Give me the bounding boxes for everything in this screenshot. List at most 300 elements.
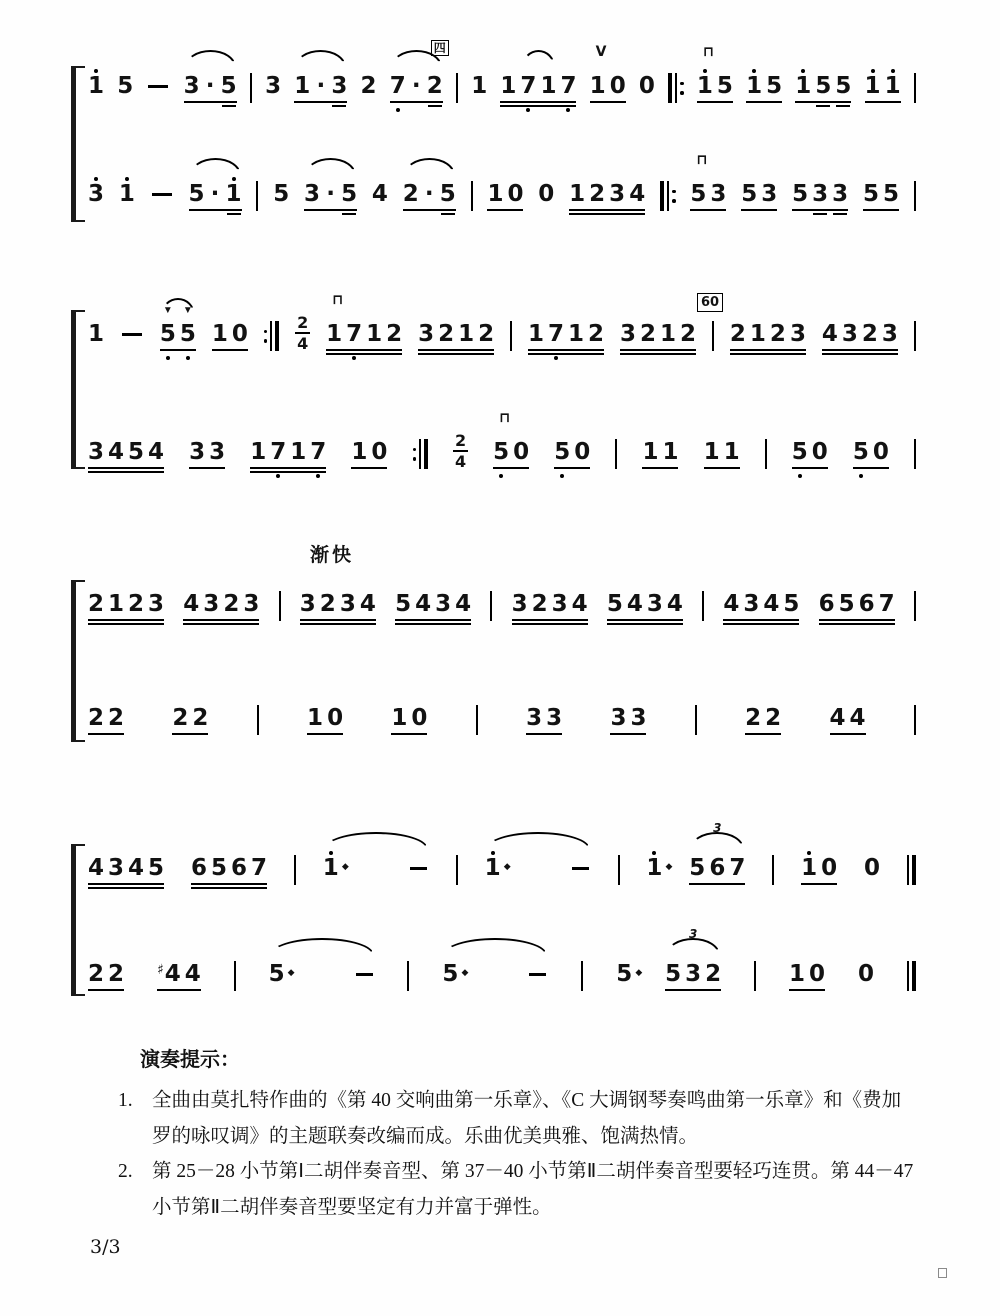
stave-erhu-2 [88,696,916,744]
note-digit: 5 [341,181,358,207]
stave-erhu-2 [88,152,916,220]
note [685,952,701,1000]
note-digit: 5 [792,181,809,207]
repeat-begin [668,73,684,103]
beam-line-inner [813,213,827,215]
note-digit: 3 [304,181,321,207]
note [646,846,673,894]
beam-line [512,619,588,621]
beam-line [88,471,164,473]
repeat-dots [680,73,684,103]
note-digit: 3 [183,73,200,99]
note [361,64,377,112]
note-digit: 1 [351,439,368,465]
beam-line [801,883,837,885]
beam-line [526,733,562,735]
note-group [487,172,523,220]
note-digit: 2 [386,321,403,347]
note-digit: 2 [765,705,782,731]
note [371,430,387,478]
beam-line [690,209,726,211]
note [172,696,188,744]
note-digit: 4 [829,705,846,731]
beam-line [300,619,376,621]
note-digit: 1 ◆ [484,855,511,881]
beam-line [191,883,267,885]
note [761,172,777,220]
note-digit: 3 [789,321,806,347]
note-digit: 4 [571,591,588,617]
note-group [191,846,267,894]
note-digit: 7 [878,591,895,617]
note [689,846,705,894]
note [574,430,590,478]
note-digit: 0 [872,439,889,465]
note-group [88,64,104,112]
note-group [853,430,889,478]
note [484,846,511,894]
note-group [172,696,208,744]
note [665,952,681,1000]
note-digit: 5 [439,181,456,207]
note [812,430,828,478]
note-digit: 1 [589,73,606,99]
note-digit: 4 [183,591,200,617]
position-mark: 四 [431,40,449,56]
note-digit: 3 [189,439,206,465]
note-digit: 1 [723,439,740,465]
barline [914,705,916,735]
note-digit: 5 [665,961,682,987]
note-digit [409,855,429,881]
note-digit: 5 [128,439,145,465]
note-group [184,64,237,112]
note [327,696,343,744]
note-digit: 7 [548,321,565,347]
note-digit: 5 [606,591,623,617]
note-digit: 7 [389,73,406,99]
note-digit: 3 [88,181,105,207]
note-digit: 1 [500,73,517,99]
beam-line-inner [428,105,442,107]
beam-line [590,101,626,103]
note-digit: 4 [148,439,165,465]
repeat-end [264,321,280,351]
note-group [822,312,898,360]
note-group [323,846,429,894]
barline [476,705,478,735]
repeat-dots [264,321,268,351]
note-digit: 5 [148,855,165,881]
note-group [88,430,164,478]
barline [700,295,720,351]
octave-dot [566,108,570,112]
octave-dot-above [232,172,236,181]
note-digit: 4 [626,591,643,617]
note-digit: 1 [864,73,881,99]
note-group [795,64,851,112]
note-digit: 5 [689,855,706,881]
note [212,312,228,360]
note [410,64,423,112]
down-bow-icon: ⊓ [499,410,511,426]
beam-line [689,883,745,885]
note-group [157,952,201,1000]
system-bracket [71,580,85,742]
note-digit: 3 [435,591,452,617]
note-item-number: 1. [118,1090,133,1112]
barline [914,439,916,469]
print-artifact [938,1268,947,1278]
barline [914,181,916,211]
note [766,64,782,112]
octave-dot-above [801,64,805,73]
note-digit: 7 [729,855,746,881]
note-group [442,952,548,1000]
note [204,64,217,112]
beam-line [418,353,494,355]
note-item-text: 第 25－28 小节第Ⅰ二胡伴奏音型、第 37－40 小节第Ⅱ二胡伴奏音型要轻巧连贯。第 44－47 小节第Ⅱ二胡伴奏音型要坚定有力并富于弹性。 [152,1161,914,1218]
note-group [117,64,133,112]
ornament-diamond: ◆ [287,968,295,978]
note-digit: 0 [821,855,838,881]
note-digit: 3 [331,73,348,99]
note-digit: 5 [862,181,879,207]
note-group [88,696,124,744]
note-digit: 4 [849,705,866,731]
ts-numerator: 2 [455,431,467,450]
note-digit: 7 [270,439,287,465]
note-group [326,292,403,360]
note-group [746,64,782,112]
note-group [665,927,722,1000]
note-digit: 2 [402,181,419,207]
note-digit: 4 [723,591,740,617]
note-digit: 2 [88,705,105,731]
note-group [689,821,746,894]
note-digit: 2 [478,321,495,347]
beam-line [512,623,588,625]
beam-line-inner [222,105,236,107]
barline [256,181,258,211]
beam-line [391,733,427,735]
note-group [526,696,562,744]
note [391,696,407,744]
beam-line [865,101,901,103]
octave-dot [166,356,170,360]
note-digit: 5 [159,321,176,347]
note-digit: 3 [710,181,727,207]
note-digit: 5 [690,181,707,207]
beam-line [189,467,225,469]
note [717,64,733,112]
note-digit: 7 [310,439,327,465]
octave-dot-above [94,172,98,181]
note-digit: 2 [745,705,762,731]
note [792,430,808,478]
barline [695,705,697,735]
note [411,696,427,744]
note-digit: 5 [188,181,205,207]
beam-line [795,101,851,103]
note-digit: 7 [251,855,268,881]
note [815,64,831,112]
note-group [830,696,866,744]
note-group [639,64,655,112]
note [88,696,104,744]
note-digit: 3 [685,961,702,987]
note [741,172,757,220]
note-group [792,430,828,478]
note [710,172,726,220]
note-digit: 2 [223,591,240,617]
barline [914,73,916,103]
beam-line [723,623,799,625]
note-digit: 5 ◆ [616,961,643,987]
note [265,64,281,112]
note-digit [355,961,375,987]
note-digit: 0 [609,73,626,99]
note [832,172,848,220]
note-digit: 3 [619,321,636,347]
note [372,172,388,220]
note [322,846,349,894]
note-group [88,952,124,1000]
note-group [294,64,347,112]
note-digit: 0 [811,439,828,465]
beam-line [250,467,326,469]
note-group [395,582,471,630]
note [159,305,176,360]
note-digit: 2 [192,705,209,731]
note [189,430,205,478]
barline [618,855,620,885]
octave-dot-above [94,64,98,73]
beam-line-inner [836,105,850,107]
note [835,64,851,112]
note-digit: 3 [299,591,316,617]
note [705,952,721,1000]
note [709,846,725,894]
repeat-dots [672,181,676,211]
note [590,64,606,112]
system-1 [88,41,916,256]
ornament-diamond: ◆ [503,862,511,872]
stave-erhu-2 [88,927,916,1000]
tuplet-number: 3 [713,821,722,835]
note-group [471,64,487,112]
note-digit [571,855,591,881]
note [850,696,866,744]
note-group [864,846,880,894]
system-3 [88,545,916,766]
ts-denominator: 4 [297,334,309,353]
note-digit: 3 [610,705,627,731]
octave-dot-above [807,846,811,855]
beam-line [730,349,806,351]
note-digit: 2 [88,591,105,617]
note-group [500,64,576,112]
note-digit: 4 [88,855,105,881]
note-digit: 1 [108,591,125,617]
note-digit: 5 [741,181,758,207]
note-digit: 5 [716,73,733,99]
note-digit: 2 [588,321,605,347]
note-digit: 0 [507,181,524,207]
note [792,172,808,220]
note-digit: 3 [743,591,760,617]
note-group [250,430,326,478]
beam-line [183,623,259,625]
octave-dot [526,108,530,112]
note-digit: 5 [117,73,134,99]
note-digit: · [411,73,421,99]
ornament-diamond: ◆ [461,968,469,978]
note-digit: 2 [729,321,746,347]
note [746,64,762,112]
note [351,430,367,478]
note [185,952,201,1000]
beam-line [172,733,208,735]
beam-line [189,209,242,211]
beam-line [745,733,781,735]
octave-dot [316,474,320,478]
beam-line [704,467,740,469]
beam-line [395,623,471,625]
note-digit: 3 [339,591,356,617]
note-digit: 3 [209,439,226,465]
note [307,696,323,744]
note-digit: 0 [809,961,826,987]
note-group [642,430,678,478]
note-digit: 1 [487,181,504,207]
note [108,696,124,744]
note-digit: · [424,181,434,207]
note-digit: 5 [815,73,832,99]
note-digit: 3 [630,705,647,731]
note [554,430,570,478]
beam-line [418,349,494,351]
note-group [863,172,899,220]
note-group [801,846,837,894]
octave-dot [352,356,356,360]
note-group [745,696,781,744]
note-digit: 1 [118,181,135,207]
note-digit: 6 [818,591,835,617]
note [883,172,899,220]
note-digit: 7 [520,73,537,99]
note-group [607,582,683,630]
time-signature [453,433,468,469]
octave-dot-above [891,64,895,73]
note [630,696,646,744]
note-digit [528,961,548,987]
beam-line [741,209,777,211]
barline [914,321,916,351]
duration-dash [572,867,589,870]
note-group [307,696,343,744]
note-digit: 3 [812,181,829,207]
note-digit: 3 [841,321,858,347]
barline [615,439,617,469]
beam-line [88,883,164,885]
note-digit: 7 [560,73,577,99]
note-digit: 3 [418,321,435,347]
note-digit: 2 [438,321,455,347]
note-digit: 2 [108,705,125,731]
note-digit: 1 [528,321,545,347]
note [209,430,225,478]
repeat-begin [660,181,676,211]
note-digit: 3 [243,591,260,617]
beam-line [88,887,164,889]
note-digit: 3 [832,181,849,207]
beam-line [183,619,259,621]
beam-line-inner [332,105,346,107]
barline [914,591,916,621]
barline [765,439,767,469]
note-digit: 5 [852,439,869,465]
note [117,64,133,112]
note-digit: 1 [88,321,105,347]
note [221,64,237,112]
note-digit: ♯4 [156,961,181,987]
note-digit: 4 [108,439,125,465]
note-group [351,430,387,478]
barline [257,705,259,735]
note [189,172,205,220]
octave-dot [186,356,190,360]
beam-line [326,349,402,351]
beam-line [830,733,866,735]
note-digit: 0 [411,705,428,731]
octave-dot-above [703,64,707,73]
note-group [273,172,289,220]
barline [754,961,756,991]
beam-line [184,101,237,103]
beam-line-inner [833,213,847,215]
note [403,172,419,220]
down-bow-icon: ⊓ [332,292,344,308]
system-bracket [71,66,85,222]
note-digit: 1 [660,321,677,347]
note [885,64,901,112]
note-group [610,696,646,744]
stave-erhu-1 [88,582,916,630]
note-group [730,312,806,360]
note-digit: 5 [838,591,855,617]
note [232,312,248,360]
note-group [819,582,895,630]
beam-line [610,733,646,735]
note [526,696,542,744]
repeat-end [413,439,429,469]
beam-line [528,353,604,355]
system-4 [88,821,916,1026]
note-digit: 3 [881,321,898,347]
note [809,952,825,1000]
note-digit: 5 [791,439,808,465]
beam-line [160,349,196,351]
beam-line [819,623,895,625]
beam-line [88,623,164,625]
note-group [646,846,673,894]
beam-line [620,349,696,351]
note-group [189,430,225,478]
beam-line [395,619,471,621]
note-digit: · [326,181,335,207]
stave-erhu-2 [88,410,916,478]
